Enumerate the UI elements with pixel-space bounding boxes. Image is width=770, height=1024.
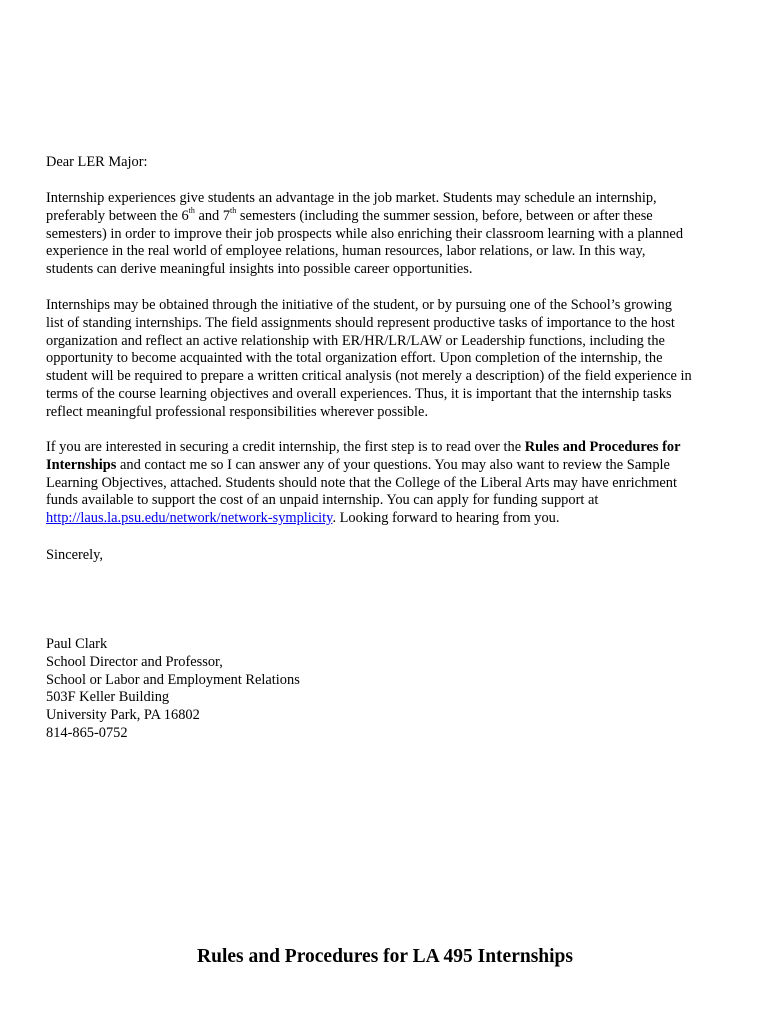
para2-line: student will be required to prepare a written critical analysis (not merely a description) of the field experience in <box>46 368 692 385</box>
para2-line: reflect meaningful professional responsibilities wherever possible. <box>46 403 429 420</box>
signer-name: Paul Clark <box>46 636 108 652</box>
para2-line: terms of the course learning objectives and overall experiences. Thus, it is important that the internship tasks <box>46 385 672 402</box>
para1-line: Internship experiences give students an advantage in the job market. Students may schedule an internship, <box>46 190 657 206</box>
paragraph-credit-internship <box>46 439 736 528</box>
para1-line: experience in the real world of employee relations, human resources, labor relations, or law. In this way, <box>46 243 646 260</box>
greeting-text: Dear LER Major: <box>46 154 148 170</box>
signer-office: 503F Keller Building <box>46 689 170 706</box>
paragraph-obtaining-internships <box>46 297 736 422</box>
para2-line: opportunity to become acquainted with the total organization effort. Upon completion of the internship, the <box>46 350 663 367</box>
para1-text: and 7 <box>194 207 231 224</box>
signer-phone: 814-865-0752 <box>46 724 128 741</box>
para3-line: funds available to support the cost of an unpaid internship. You can apply for funding support at <box>46 492 599 509</box>
para3-text: and contact me so I can answer any of your questions. You may also want to review the Sample <box>116 456 670 473</box>
para1-line: semesters) in order to improve their job prospects while also enriching their classroom learning with a planned <box>46 225 684 242</box>
para3-line: Learning Objectives, attached. Students should note that the College of the Liberal Arts may have enrichment <box>46 474 678 491</box>
rules-heading: Rules and Procedures for LA 495 Internships <box>197 946 573 967</box>
para1-text: preferably between the 6 <box>46 207 189 224</box>
closing-text: Sincerely, <box>46 547 104 563</box>
para1-text: semesters (including the summer session, before, between or after these <box>236 207 653 224</box>
letter-closing <box>46 547 736 565</box>
para3-line <box>46 510 736 528</box>
para3-text: . Looking forward to hearing from you. <box>332 510 560 527</box>
signer-title: School Director and Professor, <box>46 653 223 670</box>
letter-greeting <box>46 154 736 172</box>
para3-text: If you are interested in securing a credit internship, the first step is to read over the <box>46 439 525 455</box>
signer-school: School or Labor and Employment Relations <box>46 671 300 688</box>
signer-city: University Park, PA 16802 <box>46 707 200 724</box>
paragraph-internship-intro <box>46 190 736 279</box>
para1-line: students can derive meaningful insights into possible career opportunities. <box>46 261 473 278</box>
para3-line <box>46 457 736 475</box>
para2-line: Internships may be obtained through the initiative of the student, or by pursuing one of the School’s growing <box>46 297 672 313</box>
funding-link[interactable]: http://laus.la.psu.edu/network/network-symplicity <box>46 510 333 527</box>
para2-line: organization and reflect an active relationship with ER/HR/LR/LAW or Leadership functions, including the <box>46 332 665 349</box>
superscript: th <box>188 206 195 215</box>
signature-block <box>46 636 736 743</box>
rules-reference-bold: Internships <box>46 456 117 473</box>
para1-line <box>46 208 736 226</box>
rules-reference-bold: Rules and Procedures for <box>524 439 681 455</box>
superscript: th <box>230 206 237 215</box>
para2-line: list of standing internships. The field assignments should represent productive tasks of importance to the host <box>46 314 675 331</box>
para3-line <box>46 439 736 457</box>
